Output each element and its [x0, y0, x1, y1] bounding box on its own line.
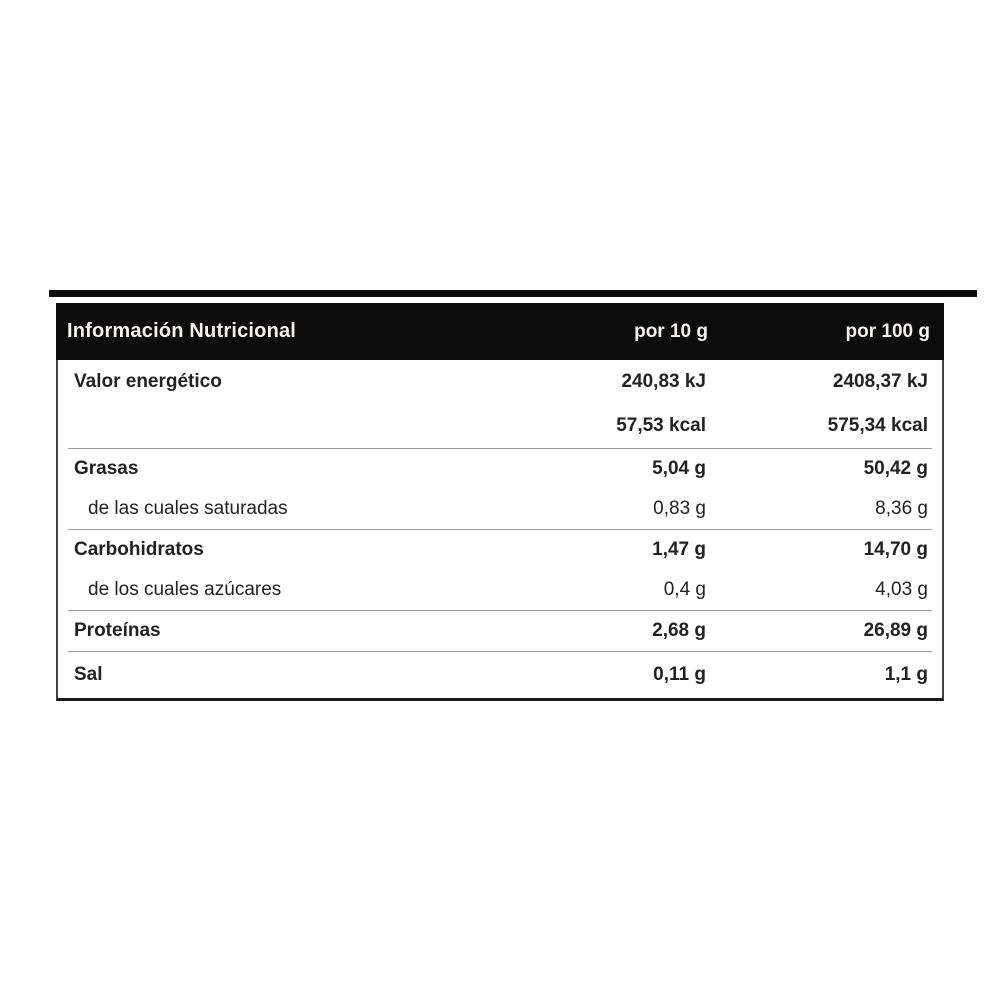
row-value-per100g: 4,03 g: [875, 579, 928, 600]
table-row: [58, 449, 942, 489]
table-row: [58, 404, 942, 448]
row-value-per10g: 2,68 g: [652, 620, 706, 641]
row-value-per100g: 1,1 g: [884, 664, 928, 685]
row-value-per10g: 0,83 g: [653, 498, 706, 519]
table-row: [58, 611, 942, 651]
row-value-per10g: 1,47 g: [652, 539, 706, 560]
row-label: Sal: [74, 664, 103, 685]
row-label: Valor energético: [74, 371, 222, 392]
row-value-per100g: 14,70 g: [863, 539, 928, 560]
top-accent-bar: [49, 290, 977, 297]
row-label: Grasas: [74, 458, 139, 479]
table-header: [56, 303, 944, 360]
row-value-per100g: 2408,37 kJ: [832, 371, 928, 392]
nutrition-label: [56, 290, 944, 701]
row-value-per10g: 5,04 g: [652, 458, 706, 479]
table-row: [58, 530, 942, 570]
table-row: [58, 489, 942, 529]
column-header-per10g: por 10 g: [634, 320, 708, 342]
row-value-per10g: 0,4 g: [663, 579, 706, 600]
row-value-per100g: 8,36 g: [875, 498, 928, 519]
row-value-per100g: 575,34 kcal: [827, 415, 928, 436]
row-label: Carbohidratos: [74, 539, 204, 560]
nutrition-table-body: [56, 360, 944, 701]
row-label: de los cuales azúcares: [88, 579, 282, 600]
table-row: [58, 570, 942, 610]
column-header-per100g: por 100 g: [845, 320, 930, 342]
row-value-per100g: 50,42 g: [863, 458, 928, 479]
row-value-per10g: 0,11 g: [653, 664, 706, 685]
row-label: de las cuales saturadas: [88, 498, 288, 519]
row-value-per100g: 26,89 g: [863, 620, 928, 641]
table-row: [58, 652, 942, 698]
table-row: [58, 360, 942, 404]
row-label: Proteínas: [74, 620, 161, 641]
row-value-per10g: 240,83 kJ: [621, 371, 706, 392]
row-value-per10g: 57,53 kcal: [616, 415, 706, 436]
table-title: Información Nutricional: [67, 320, 297, 342]
